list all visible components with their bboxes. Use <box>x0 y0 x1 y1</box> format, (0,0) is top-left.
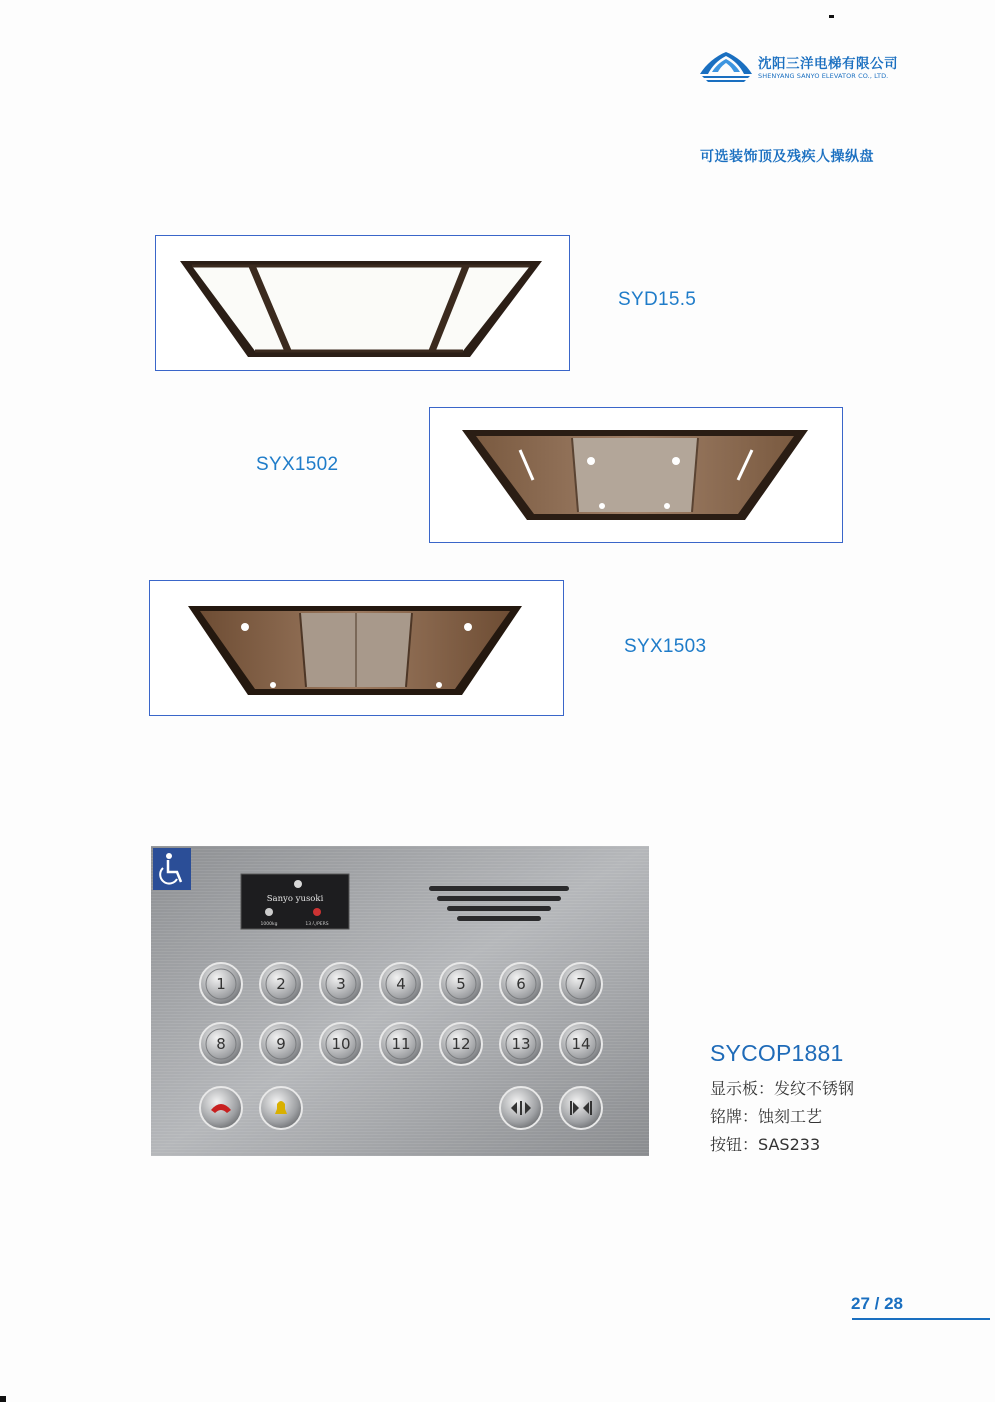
floor-button-10[interactable] <box>320 1023 362 1065</box>
floor-button-label: 8 <box>216 1035 226 1053</box>
floor-button-label: 7 <box>576 975 586 993</box>
floor-button-13[interactable] <box>500 1023 542 1065</box>
footer-divider <box>852 1318 990 1320</box>
brand-plate-text: Sanyo yusoki <box>266 894 324 904</box>
door-close-button[interactable] <box>560 1087 602 1129</box>
persons-text: 13人/PERS <box>305 922 329 927</box>
floor-button-8[interactable] <box>200 1023 242 1065</box>
wheelchair-icon <box>153 848 191 890</box>
floor-button-5[interactable] <box>440 963 482 1005</box>
floor-button-label: 5 <box>456 975 466 993</box>
floor-button-label: 14 <box>571 1035 591 1053</box>
ceiling-model-label: SYX1502 <box>256 454 339 475</box>
floor-button-label: 2 <box>276 975 286 993</box>
scan-speck <box>829 15 834 18</box>
floor-button-7[interactable] <box>560 963 602 1005</box>
spec-label: 铭牌 <box>710 1107 743 1126</box>
spec-label: 按钮 <box>710 1135 743 1154</box>
floor-button-4[interactable] <box>380 963 422 1005</box>
ceiling-model-label: SYD15.5 <box>618 289 697 310</box>
company-name-cn: 沈阳三洋电梯有限公司 <box>758 56 898 72</box>
cop-model-label: SYCOP1881 <box>710 1040 844 1066</box>
nameplate <box>241 874 349 929</box>
floor-button-label: 9 <box>276 1035 286 1053</box>
floor-button-label: 6 <box>516 975 526 993</box>
ceiling-model-label: SYX1503 <box>624 636 707 657</box>
floor-button-label: 11 <box>391 1035 411 1053</box>
floor-button-6[interactable] <box>500 963 542 1005</box>
sanyo-wave-logo-icon <box>698 50 754 84</box>
floor-button-9[interactable] <box>260 1023 302 1065</box>
floor-button-label: 1 <box>216 975 226 993</box>
floor-button-label: 3 <box>336 975 346 993</box>
floor-button-12[interactable] <box>440 1023 482 1065</box>
spec-button: 按钮：SAS233 <box>710 1135 821 1154</box>
page-number: 27 / 28 <box>851 1294 903 1313</box>
floor-button-1[interactable] <box>200 963 242 1005</box>
floor-button-14[interactable] <box>560 1023 602 1065</box>
cop-panel-image <box>151 846 649 1156</box>
spec-value: 发纹不锈钢 <box>774 1079 855 1098</box>
bell-button[interactable] <box>260 1087 302 1129</box>
spec-value: 蚀刻工艺 <box>758 1107 823 1126</box>
floor-button-label: 12 <box>451 1035 471 1053</box>
ceiling-image-syd15-5 <box>155 235 570 371</box>
floor-button-11[interactable] <box>380 1023 422 1065</box>
scan-speck <box>0 1396 6 1402</box>
floor-button-2[interactable] <box>260 963 302 1005</box>
spec-value: SAS233 <box>758 1135 821 1154</box>
ceiling-image-syx1503 <box>149 580 564 716</box>
spec-label: 显示板 <box>710 1079 759 1098</box>
floor-button-label: 13 <box>511 1035 531 1053</box>
capacity-text: 1000kg <box>260 922 278 927</box>
company-name-en: SHENYANG SANYO ELEVATOR CO., LTD. <box>758 72 889 80</box>
floor-button-3[interactable] <box>320 963 362 1005</box>
phone-button[interactable] <box>200 1087 242 1129</box>
page-heading: 可选装饰顶及残疾人操纵盘 <box>700 149 874 165</box>
floor-button-label: 10 <box>331 1035 351 1053</box>
ceiling-image-syx1502 <box>429 407 843 543</box>
spec-display-panel: 显示板：发纹不锈钢 <box>710 1079 855 1098</box>
spec-nameplate: 铭牌：蚀刻工艺 <box>710 1107 823 1126</box>
door-open-button[interactable] <box>500 1087 542 1129</box>
floor-button-label: 4 <box>396 975 406 993</box>
